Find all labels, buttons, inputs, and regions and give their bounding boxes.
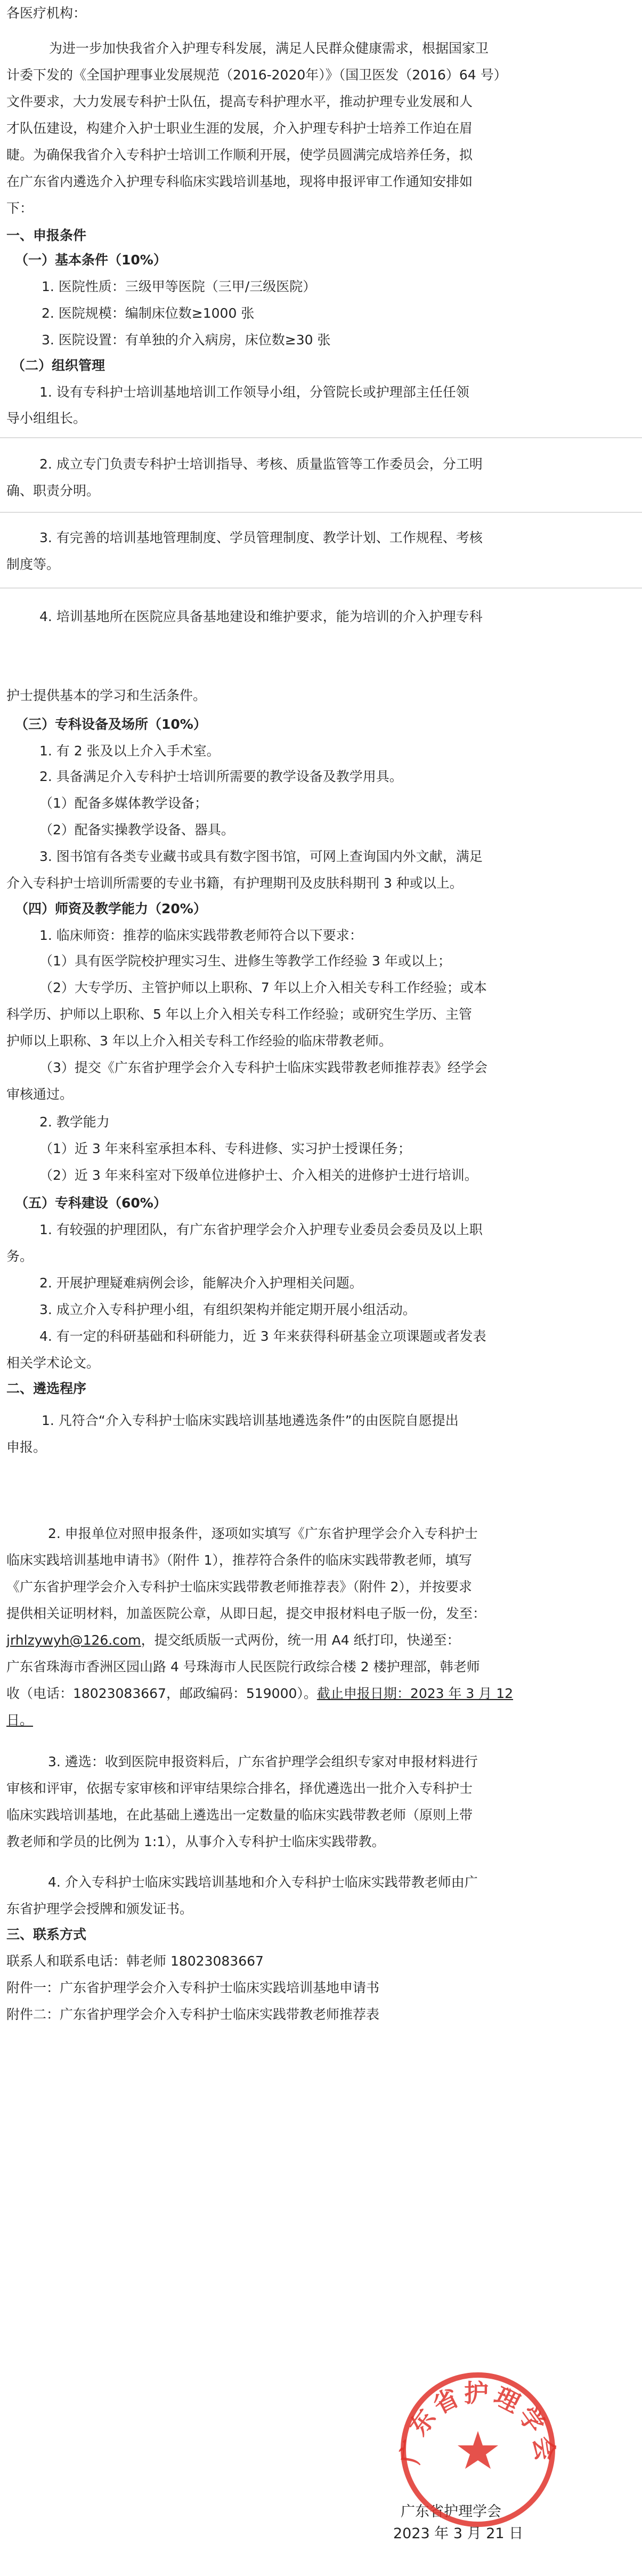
org-item: 护士提供基本的学习和生活条件。: [6, 688, 207, 703]
intro-line: 计委下发的《全国护理事业发展规范（2016-2020年）》（国卫医发（2016）64 号）: [6, 67, 507, 83]
teacher-item: 2. 教学能力: [39, 1114, 110, 1130]
specialty-item: 务。: [6, 1249, 34, 1264]
subsection-heading: （二）组织管理: [12, 358, 105, 373]
equip-subitem: （2）配备实操教学设备、器具。: [39, 822, 234, 838]
attachment-line: 附件二：广东省护理学会介入专科护士临床实践带教老师推荐表: [6, 2007, 380, 2022]
condition-item: 1. 医院性质：三级甲等医院（三甲/三级医院）: [42, 279, 316, 294]
intro-line: 睫。为确保我省介入专科护士培训工作顺利开展，使学员圆满完成培养任务，拟: [6, 147, 473, 163]
intro-line: 才队伍建设，构建介入护士职业生涯的发展，介入护理专科护士培养工作迫在眉: [6, 120, 473, 136]
divider: [0, 437, 642, 438]
condition-item: 3. 医院设置：有单独的介入病房，床位数≥30 张: [42, 332, 331, 348]
procedure-step: 3. 遴选：收到医院申报资料后，广东省护理学会组织专家对申报材料进行: [48, 1754, 478, 1769]
org-item: 制度等。: [6, 557, 60, 572]
procedure-step: 临床实践培训基地申请书》（附件 1），推荐符合条件的临床实践带教老师，填写: [6, 1552, 472, 1568]
subsection-heading: （四）师资及教学能力（20%）: [15, 901, 207, 916]
teacher-item: 1. 临床师资：推荐的临床实践带教老师符合以下要求：: [39, 928, 363, 943]
intro-line: 在广东省内遴选介入护理专科临床实践培训基地，现将申报评审工作通知安排如: [6, 174, 473, 189]
section-heading: 一、申报条件: [6, 228, 87, 243]
section-heading: 二、遴选程序: [6, 1381, 87, 1396]
procedure-step: 申报。: [6, 1439, 47, 1455]
official-seal-stamp: [395, 2367, 560, 2532]
intro-line: 为进一步加快我省介入护理专科发展，满足人民群众健康需求，根据国家卫: [49, 41, 489, 56]
salutation: 各医疗机构：: [6, 5, 87, 21]
specialty-item: 相关学术论文。: [6, 1355, 100, 1371]
contact-info: 收（电话：18023083667，邮政编码：519000）。: [6, 1686, 317, 1701]
specialty-item: 4. 有一定的科研基础和科研能力，近 3 年来获得科研基金立项课题或者发表: [39, 1329, 486, 1344]
procedure-step: 2. 申报单位对照申报条件，逐项如实填写《广东省护理学会介入专科护士: [48, 1526, 478, 1541]
procedure-step: [6, 1631, 642, 1649]
teacher-criterion: （2）大专学历、主管护师以上职称、7 年以上介入相关专科工作经验；或本: [39, 980, 487, 995]
signature-date: 2023 年 3 月 21 日: [393, 2525, 524, 2542]
attachment-line: 附件一：广东省护理学会介入专科护士临床实践培训基地申请书: [6, 1980, 380, 1995]
email-suffix: ，提交纸质版一式两份，统一用 A4 纸打印，快递至：: [141, 1632, 460, 1648]
teacher-ability: （2）近 3 年来科室对下级单位进修护士、介入相关的进修护士进行培训。: [39, 1168, 478, 1183]
subsection-heading: （三）专科设备及场所（10%）: [15, 717, 207, 732]
specialty-item: 1. 有较强的护理团队，有广东省护理学会介入护理专业委员会委员及以上职: [39, 1222, 483, 1237]
procedure-step: 教老师和学员的比例为 1:1），从事介入专科护士临床实践带教。: [6, 1834, 385, 1849]
procedure-step: 1. 凡符合“介入专科护士临床实践培训基地遴选条件”的由医院自愿提出: [42, 1413, 459, 1428]
subsection-heading: （一）基本条件（10%）: [15, 252, 167, 268]
equip-item: 介入专科护士培训所需要的专业书籍，有护理期刊及皮肤科期刊 3 种或以上。: [6, 875, 463, 891]
equip-item: 2. 具备满足介入专科护士培训所需要的教学设备及教学用具。: [39, 769, 403, 784]
org-item: 2. 成立专门负责专科护士培训指导、考核、质量监管等工作委员会，分工明: [39, 456, 483, 472]
procedure-step: 广东省珠海市香洲区园山路 4 号珠海市人民医院行政综合楼 2 楼护理部，韩老师: [6, 1659, 480, 1675]
subsection-heading: （五）专科建设（60%）: [15, 1195, 167, 1211]
org-item: 导小组组长。: [6, 410, 87, 426]
procedure-step: 4. 介入专科护士临床实践培训基地和介入专科护士临床实践带教老师由广: [48, 1874, 478, 1890]
procedure-step: 审核和评审，依据专家审核和评审结果综合排名，择优遴选出一批介入专科护士: [6, 1781, 473, 1796]
procedure-step: 《广东省护理学会介入专科护士临床实践带教老师推荐表》（附件 2），并按要求: [6, 1579, 472, 1595]
contact-line: 联系人和联系电话：韩老师 18023083667: [6, 1953, 264, 1969]
seal-star-icon: [458, 2431, 498, 2469]
teacher-criterion: （3）提交《广东省护理学会介入专科护士临床实践带教老师推荐表》经学会: [39, 1060, 487, 1075]
condition-item: 2. 医院规模：编制床位数≥1000 张: [42, 305, 255, 321]
org-item: 1. 设有专科护士培训基地培训工作领导小组，分管院长或护理部主任任领: [39, 384, 469, 400]
equip-item: 3. 图书馆有各类专业藏书或具有数字图书馆，可网上查询国内外文献，满足: [39, 849, 483, 864]
procedure-step: [6, 1685, 642, 1703]
divider: [0, 587, 642, 589]
procedure-step: 临床实践培训基地，在此基础上遴选出一定数量的临床实践带教老师（原则上带: [6, 1807, 473, 1823]
email-link[interactable]: jrhlzywyh@126.com: [6, 1632, 141, 1648]
teacher-ability: （1）近 3 年来科室承担本科、专科进修、实习护士授课任务；: [39, 1141, 411, 1156]
procedure-step: 提供相关证明材料，加盖医院公章，从即日起，提交申报材料电子版一份，发至：: [6, 1606, 486, 1621]
teacher-criterion: 护师以上职称、3 年以上介入相关专科工作经验的临床带教老师。: [6, 1033, 392, 1049]
section-heading: 三、联系方式: [6, 1927, 87, 1942]
equip-subitem: （1）配备多媒体教学设备；: [39, 795, 208, 811]
org-item: 3. 有完善的培训基地管理制度、学员管理制度、教学计划、工作规程、考核: [39, 530, 483, 545]
teacher-criterion: 科学历、护师以上职称、5 年以上介入相关专科工作经验；或研究生学历、主管: [6, 1007, 472, 1022]
specialty-item: 3. 成立介入专科护理小组，有组织架构并能定期开展小组活动。: [39, 1302, 416, 1317]
intro-line: 下：: [6, 200, 34, 216]
divider: [0, 512, 642, 513]
seal-text: 广东省护理学会: [395, 2378, 560, 2466]
teacher-criterion: （1）具有医学院校护理实习生、进修生等教学工作经验 3 年或以上；: [39, 953, 451, 969]
deadline: 截止申报日期：2023 年 3 月 12: [316, 1686, 514, 1701]
specialty-item: 2. 开展护理疑难病例会诊，能解决介入护理相关问题。: [39, 1275, 363, 1291]
teacher-criterion: 审核通过。: [6, 1086, 74, 1102]
org-item: 确、职责分明。: [6, 483, 100, 498]
intro-line: 文件要求，大力发展专科护士队伍，提高专科护理水平，推动护理专业发展和人: [6, 94, 473, 109]
equip-item: 1. 有 2 张及以上介入手术室。: [39, 743, 220, 759]
deadline: 日。: [6, 1712, 34, 1728]
signature-org: 广东省护理学会: [401, 2503, 501, 2520]
org-item: 4. 培训基地所在医院应具备基地建设和维护要求，能为培训的介入护理专科: [39, 609, 483, 624]
procedure-step: 东省护理学会授牌和颁发证书。: [6, 1901, 193, 1917]
